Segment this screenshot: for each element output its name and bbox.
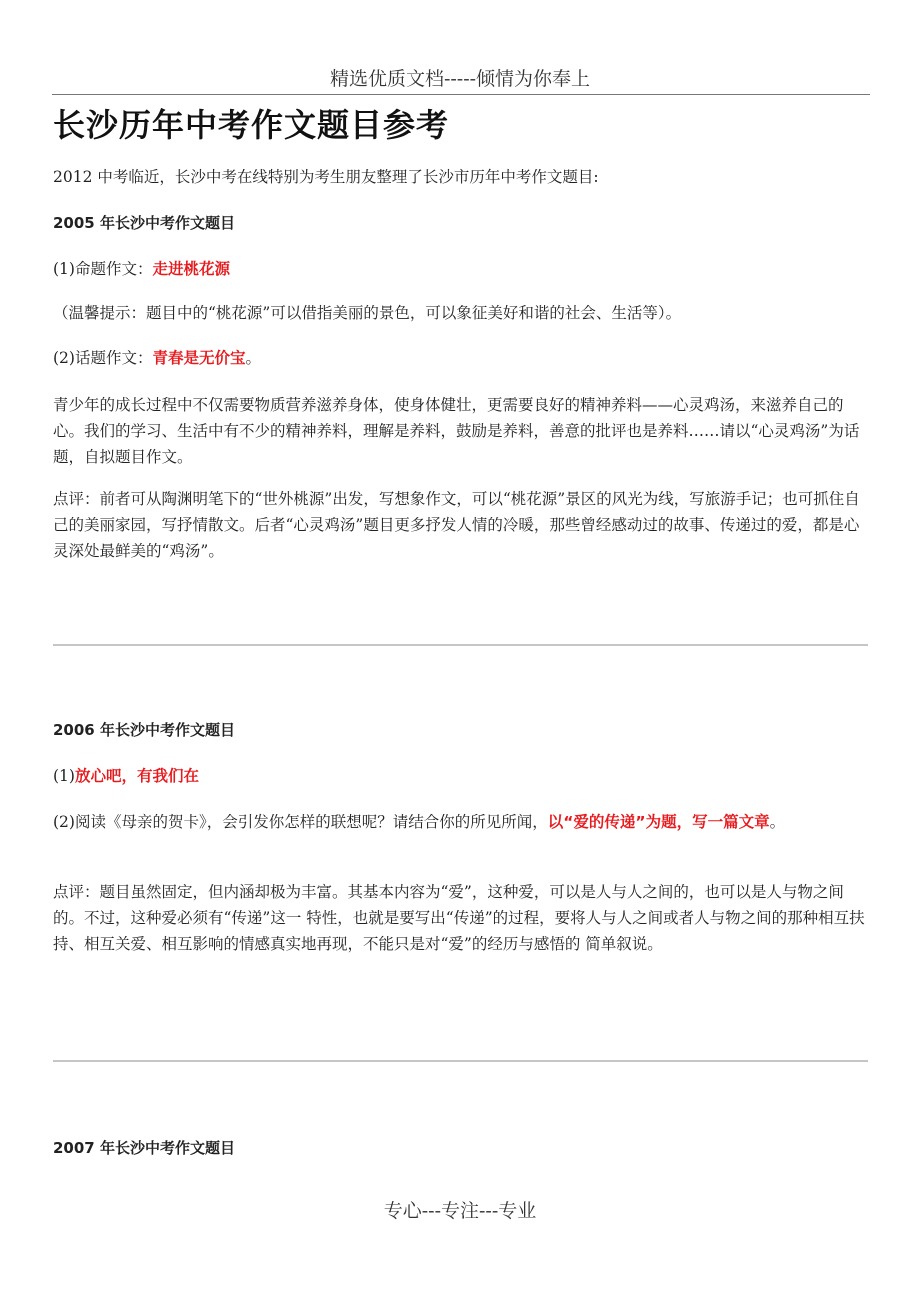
comment-2006: 点评：题目虽然固定，但内涵却极为丰富。其基本内容为“爱”，这种爱，可以是人与人之间的，也可以是人与物之间的。不过，这种爱必须有“传递”这一 特性，也就是要写出“传递”的过程，要将人与人之间或者人与物之间的那种相互扶持、相互关爱、相互影响的情感真实地再现，不能只是对“爱”的经历与感悟的 简单叙说。 [53, 883, 865, 953]
item-2006-1-prefix: (1) [53, 767, 75, 785]
item-2006-1 [53, 763, 868, 789]
tip-2005: （温馨提示：题目中的“桃花源”可以借指美丽的景色，可以象征美好和谐的社会、生活等）。 [53, 304, 682, 322]
item-2005-2-topic: 青春是无价宝 [152, 349, 246, 367]
item-2005-1-prefix: (1)命题作文： [53, 260, 153, 278]
document-title: 长沙历年中考作文题目参考 [53, 106, 450, 144]
heading-2006: 2006 年长沙中考作文题目 [53, 721, 235, 739]
paragraph-2005: 青少年的成长过程中不仅需要物质营养滋养身体，使身体健壮，更需要良好的精神养料——心灵鸡汤，来滋养自己的心。我们的学习、生活中有不少的精神养料，理解是养料，鼓励是养料，善意的批评也是养料……请以“心灵鸡汤”为话题，自拟题目作文。 [53, 396, 860, 466]
item-2005-1 [53, 256, 868, 282]
item-2006-2 [53, 809, 868, 835]
section-divider [53, 1060, 868, 1062]
heading-2005: 2005 年长沙中考作文题目 [53, 214, 235, 232]
item-2005-2 [53, 345, 868, 371]
page-footer: 专心---专注---专业 [383, 1200, 537, 1222]
page-header: 精选优质文档-----倾情为你奉上 [329, 68, 591, 90]
comment-2005: 点评：前者可从陶渊明笔下的“世外桃源”出发，写想象作文，可以“桃花源”景区的风光为线，写旅游手记；也可抓住自己的美丽家园，写抒情散文。后者“心灵鸡汤”题目更多抒发人情的冷暖，那些曾经感动过的故事、传递过的爱，都是心灵深处最鲜美的“鸡汤”。 [53, 490, 860, 560]
heading-2007: 2007 年长沙中考作文题目 [53, 1139, 235, 1157]
item-2006-2-prefix: (2)阅读《母亲的贺卡》，会引发你怎样的联想呢？请结合你的所见所闻， [53, 813, 548, 831]
item-2005-2-prefix: (2)话题作文： [53, 349, 153, 367]
header-rule [52, 94, 870, 95]
item-2005-2-suffix: 。 [245, 349, 261, 367]
section-divider [53, 644, 868, 646]
item-2005-1-topic: 走进桃花源 [152, 260, 230, 278]
item-2006-2-suffix: 。 [769, 813, 786, 831]
item-2006-2-topic: 以“爱的传递”为题，写一篇文章 [547, 813, 770, 831]
intro-paragraph: 2012 中考临近，长沙中考在线特别为考生朋友整理了长沙市历年中考作文题目: [53, 168, 599, 186]
item-2006-1-topic: 放心吧，有我们在 [74, 767, 199, 785]
